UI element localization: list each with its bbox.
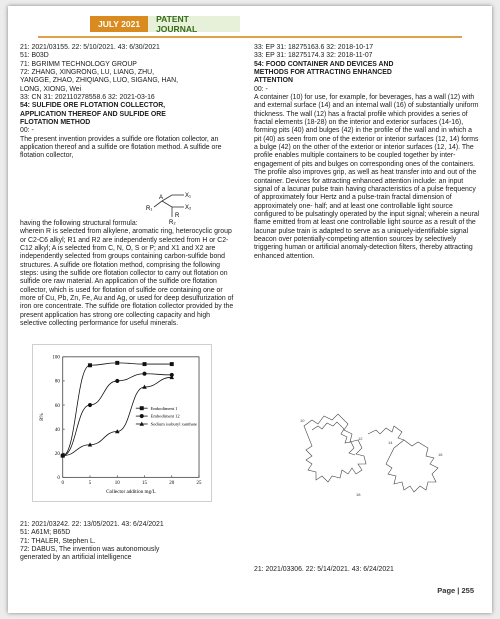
chart-y-axis-label: R% (39, 413, 46, 421)
lower-left-inventor-2: generated by an artificial intelligence (20, 554, 132, 562)
formula-r1: R₁ (146, 206, 153, 212)
chart-x-tick-label: 0 (61, 481, 64, 487)
chart-point-circle (140, 414, 144, 418)
chart-legend-label: Embodiment 12 (150, 413, 180, 419)
entry-applicant: 71: BGRIMM TECHNOLOGY GROUP (20, 60, 137, 68)
journal-page (8, 6, 492, 613)
entry-classification: 51: B03D (20, 52, 49, 60)
svg-text:18: 18 (356, 492, 361, 497)
entry-title-1: 54: SULFIDE ORE FLOTATION COLLECTOR, (20, 102, 166, 110)
header-journal: PATENT JOURNAL (148, 16, 240, 32)
entry-inventors-2: YANGGE, ZHAO, ZHIQIANG, LUO, SIGANG, HAN, (20, 77, 178, 85)
chart-y-tick-label: 100 (52, 355, 60, 361)
right-title-3: ATTENTION (254, 77, 293, 85)
right-abstract: A container (10) for use, for example, for beverages, has a wall (12) with and external surface (14) and an internal wall (16) of substantially uniform thickness. The wall (12) has a fractal profile which provides a series of fractal elements (18-28) on the interior and exterior surfaces (14-16), forming pits (40) and bulges (42) in the profile of the wall and in which a pit (40) as seen from one of the exterior or interior surfaces (12, 14) forms a bulge (42) on the other of the exterior or interior surfaces (12, 14). The profile enables multiple containers to be coupled together by inter-engagement of pits and bulges on corresponding ones of the containers. The profile also improves grip, as well as heat transfer into and out of the container. Devices for attracting enhanced attention include: an input signal of a lacunar pulse train having characteristics of a pulse frequency of approximately four Hertz and a pulse-train fractal dimension of approximately one- half; and at least one controllable light source configured to be pulsatingly operated by the input signal; wherein a neural flame emitted from at least one controllable light source as a result of the lacunar pulse train is adapted to serve as a uniquely-identifiable signal beacon over potentially-competing attention sources by selectively triggering human or artificial anomaly-detection filters, thereby attracting enhanced attention. (254, 94, 480, 260)
svg-text:14: 14 (388, 440, 393, 445)
entry-inventors-1: 72: ZHANG, XINGRONG, LU, LIANG, ZHU, (20, 69, 155, 77)
chart-legend-label: Sodium isobutyl xanthate (150, 421, 197, 427)
entry-title-3: FLOTATION METHOD (20, 119, 91, 127)
formula-x2: X₂ (185, 205, 192, 211)
chart-y-tick-label: 60 (54, 403, 60, 409)
formula-a: A (159, 195, 164, 201)
entry-code: 00: - (20, 127, 34, 135)
chart-svg (33, 345, 211, 501)
svg-text:12: 12 (358, 436, 363, 441)
left-patent-entry-continued (20, 220, 238, 328)
entry-abstract-part-1: The present invention provides a sulfide ore flotation collector, an application thereof and a sulfide ore flotation method. A sulfide ore flotation collector, (20, 135, 222, 160)
chart-point-square (88, 363, 92, 367)
chart-y-tick-label: 20 (54, 451, 60, 457)
chart-y-tick-label: 0 (57, 476, 60, 482)
chart-point-circle (115, 379, 119, 383)
chart-x-tick-label: 5 (88, 481, 92, 487)
chart-point-square (143, 362, 147, 366)
entry-inventors-3: LONG, XIONG, Wei (20, 85, 82, 93)
right-code: 00: - (254, 85, 268, 93)
recovery-chart (32, 344, 212, 502)
right-priority-2: 33: EP 31: 18275174.3 32: 2018-11-07 (254, 52, 373, 60)
entry-abstract-part-2: wherein R is selected from alkylene, aromatic ring, heterocyclic group or C2-C6 alkyl; R1 and R2 are independently selected from H or C2-C12 alkyl; A is selected from C, N, O, S or P; and X1 and X2 are independently selected from groups containing carbon-sulfide bond structures. A sulfide ore flotation method, comprising the following steps: using the sulfide ore flotation collector to carry out flotation on sulfide ore raw material. An application of the sulfide ore flotation collector, which is used for flotation of sulfide ore containing one or more of Cu, Pb, Zn, Fe, Au and Ag, or used for deep desulfurization of iron ore concentrate. The sulfide ore flotation collector provided by the present application has strong ore collecting capacity and high selective collecting performance for useful minerals. (20, 228, 234, 328)
chart-point-circle (88, 403, 92, 407)
lower-left-inventor-1: 72: DABUS, The invention was autonomously (20, 546, 160, 554)
svg-text:16: 16 (438, 452, 443, 457)
page-number: Page | 255 (437, 586, 474, 595)
entry-title-2: APPLICATION THEREOF AND SULFIDE ORE (20, 110, 166, 118)
right-patent-entry (254, 44, 480, 261)
lower-right-application: 21: 2021/03306. 22: 5/14/2021. 43: 6/24/2021 (254, 566, 394, 573)
chart-point-square (170, 362, 174, 366)
formula-r: R (175, 213, 180, 219)
header-date: JULY 2021 (90, 16, 148, 32)
entry-application-line: 21: 2021/03155. 22: 5/10/2021. 43: 6/30/2021 (20, 44, 160, 51)
formula-intro: having the following structural formula: (20, 220, 138, 227)
svg-text:10: 10 (300, 418, 305, 423)
chart-x-tick-label: 15 (142, 481, 147, 487)
lower-left-entry (20, 521, 240, 563)
formula-x1: X₁ (185, 193, 192, 199)
lower-left-classification: 51: A61M; B65D (20, 529, 71, 537)
chart-y-tick-label: 80 (54, 379, 60, 385)
chart-x-tick-label: 10 (114, 481, 120, 487)
lower-left-applicant: 71: THALER, Stephen L. (20, 537, 96, 545)
page-header (90, 16, 240, 32)
chart-legend-label: Embodiment 1 (150, 405, 178, 411)
left-patent-entry (20, 44, 238, 161)
chart-y-tick-label: 40 (54, 427, 60, 433)
entry-priority: 33: CN 31: 202110278558.6 32: 2021-03-16 (20, 94, 155, 102)
formula-r2: R₂ (169, 220, 176, 226)
lower-left-application: 21: 2021/03242. 22: 13/05/2021. 43: 6/24/2021 (20, 521, 164, 528)
chart-x-tick-label: 20 (169, 481, 175, 487)
chart-point-square (140, 406, 144, 410)
chart-x-tick-label: 25 (196, 481, 202, 487)
fractal-container-figure-icon (298, 404, 466, 506)
header-rule (38, 36, 462, 38)
right-title-1: 54: FOOD CONTAINER AND DEVICES AND (254, 60, 394, 68)
chart-point-circle (142, 372, 146, 376)
right-priority-1: 33: EP 31: 18275163.6 32: 2018-10-17 (254, 44, 374, 51)
lower-right-entry (254, 566, 480, 574)
chart-point-square (115, 361, 119, 365)
chart-x-axis-label: Collector addition mg/L (106, 489, 156, 496)
right-title-2: METHODS FOR ATTRACTING ENHANCED (254, 69, 392, 77)
